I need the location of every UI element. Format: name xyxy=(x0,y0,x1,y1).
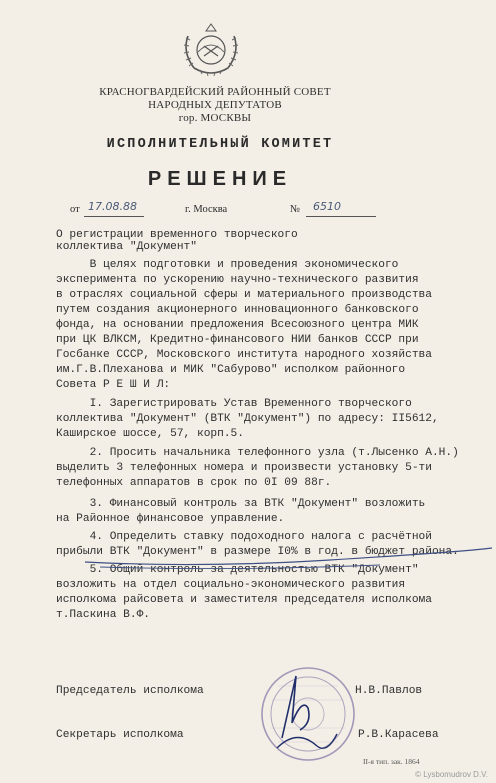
text-line: им.Г.В.Плеханова и МИК "Сабурово" исполком районного xyxy=(56,364,406,376)
text-line: коллектива "Документ" (ВТК "Документ") по адресу: II5612, xyxy=(56,413,439,425)
text-line: путем создания акционерного инновационного банковского xyxy=(56,304,419,316)
text-line: Совета Р Е Ш И Л: xyxy=(56,379,171,391)
decision-date: 17.08.88 xyxy=(88,200,137,213)
text-line: Каширское шоссе, 57, корп.5. xyxy=(56,428,244,440)
city-name: гор. МОСКВЫ xyxy=(178,112,252,124)
city-label: г. Москва xyxy=(185,204,228,215)
committee-title: ИСПОЛНИТЕЛЬНЫЙ КОМИТЕТ xyxy=(106,137,334,152)
chairman-name: Н.В.Павлов xyxy=(355,685,423,697)
text-line: при ЦК ВЛКСМ, Кредитно-финансового НИИ банков СССР при xyxy=(56,334,419,346)
council-name: КРАСНОГВАРДЕЙСКИЙ РАЙОННЫЙ СОВЕТ xyxy=(99,86,331,98)
text-line: телефонных аппаратов в срок по 0I 09 88г. xyxy=(56,477,332,489)
watermark-text: © Lysbomudrov D.V. xyxy=(415,770,488,779)
text-line: выделить 3 телефонных номера и произвести установку 5-ти xyxy=(56,462,432,474)
text-line: О регистрации временного творческого xyxy=(56,229,298,241)
text-line: I. Зарегистрировать Устав Временного творческого xyxy=(56,398,412,410)
date-underline xyxy=(84,216,144,217)
text-line: Госбанке СССР, Московского института народного хозяйства xyxy=(56,349,432,361)
text-line: прибыли ВТК "Документ" в размере I0% в год. в бюджет района. xyxy=(56,546,459,558)
text-line: т.Паскина В.Ф. xyxy=(56,609,150,621)
text-line: возложить на отдел социально-экономического развития xyxy=(56,579,406,591)
text-line: коллектива "Документ" xyxy=(56,241,197,253)
text-line: 2. Просить начальника телефонного узла (т.Лысенко А.Н.) xyxy=(56,447,459,459)
state-emblem-icon xyxy=(180,22,242,78)
council-subtitle: НАРОДНЫХ ДЕПУТАТОВ xyxy=(148,99,282,111)
text-line: на Районное финансовое управление. xyxy=(56,513,285,525)
document-type: РЕШЕНИЕ xyxy=(147,168,293,190)
date-label: от xyxy=(70,204,80,215)
text-line: фонда, на основании предложения Всесоюзного центра МИК xyxy=(56,319,419,331)
text-line: исполкома райсовета и заместителя председателя исполкома xyxy=(56,594,432,606)
text-line: эксперимента по ускорению научно-технического развития xyxy=(56,274,419,286)
text-line: в отраслях социальной сферы и материального производства xyxy=(56,289,432,301)
secretary-name: Р.В.Карасева xyxy=(358,729,439,741)
number-label: № xyxy=(290,204,301,215)
text-line: 3. Финансовый контроль за ВТК "Документ" возложить xyxy=(56,498,426,510)
secretary-title: Секретарь исполкома xyxy=(56,729,184,741)
text-line: 5. Общий контроль за деятельностью ВТК "Документ" xyxy=(56,564,419,576)
number-underline xyxy=(306,216,376,217)
handwritten-signature xyxy=(262,668,342,758)
handwritten-underline xyxy=(80,542,496,572)
decision-number: 6510 xyxy=(313,200,341,213)
chairman-title: Председатель исполкома xyxy=(56,685,204,697)
text-line: 4. Определить ставку подоходного налога с расчётной xyxy=(56,531,432,543)
print-mark: II-я тип. зак. 1864 xyxy=(363,757,420,766)
text-line: В целях подготовки и проведения экономического xyxy=(56,259,399,271)
